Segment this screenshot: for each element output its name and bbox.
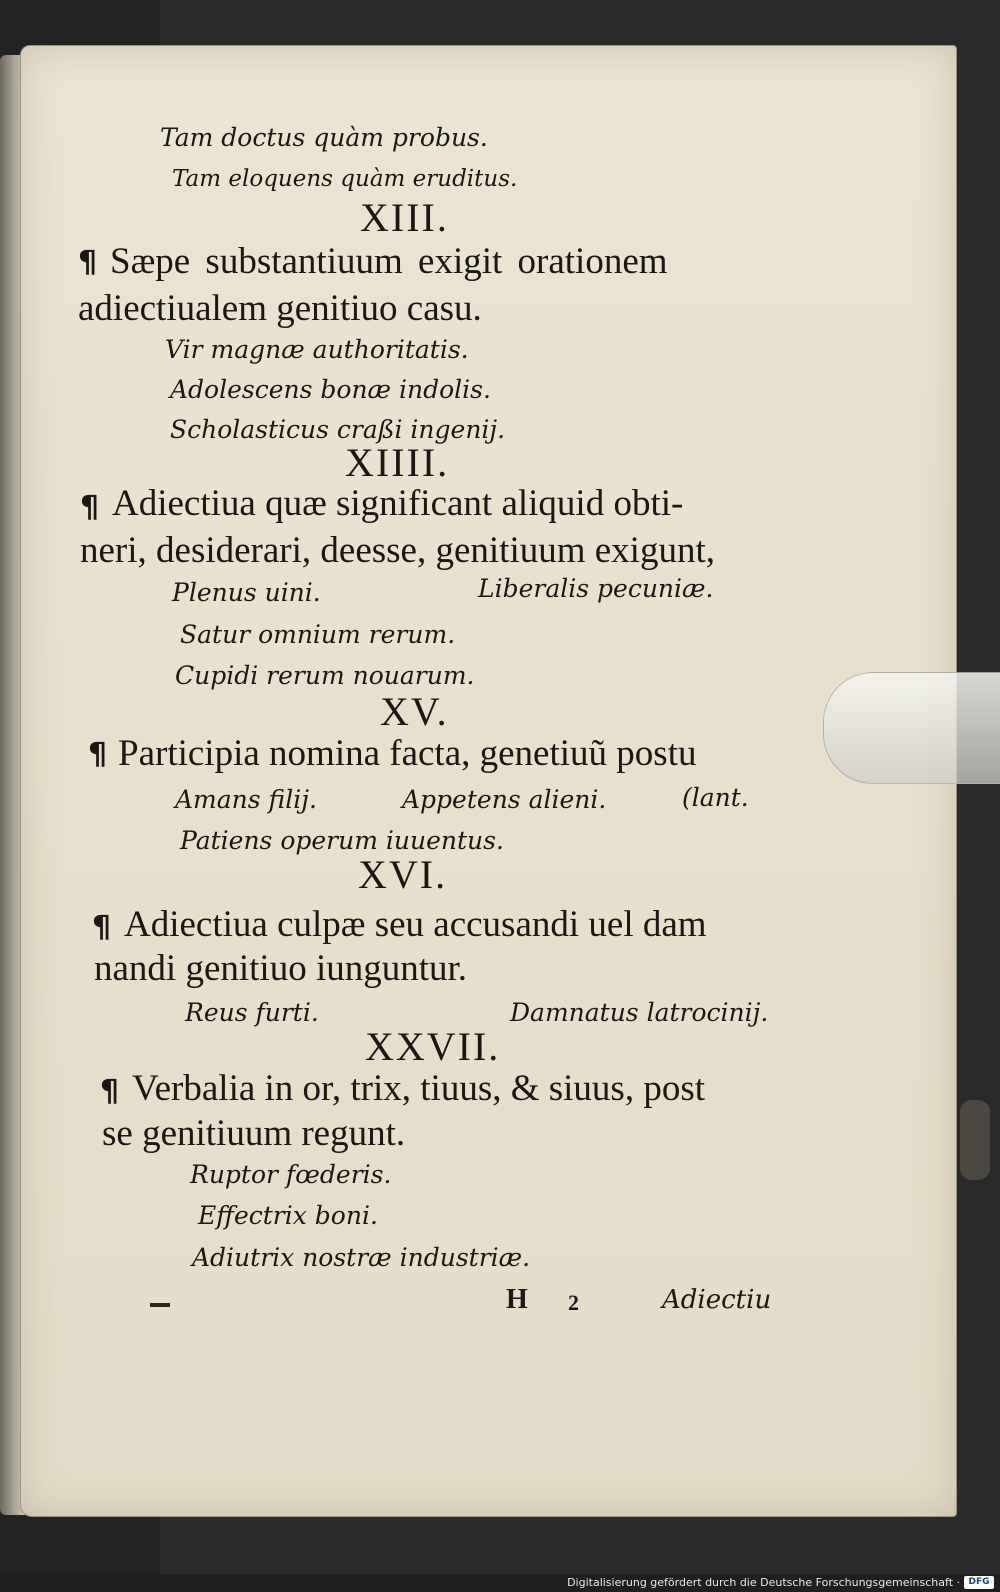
example-line: Liberalis pecuniæ. <box>478 574 714 603</box>
example-line: Patiens operum iuuentus. <box>180 826 504 855</box>
section-number: XV. <box>380 689 449 734</box>
rule-text: nandi genitiuo iunguntur. <box>94 948 468 989</box>
example-line: Damnatus latrocinij. <box>510 998 769 1027</box>
example-line: Scholasticus craßi ingenij. <box>170 415 506 444</box>
example-line: Adolescens bonæ indolis. <box>170 375 491 404</box>
page-clip <box>823 672 1000 784</box>
section-number: XVI. <box>358 852 448 897</box>
rule-text: Adiectiua culpæ seu accusandi uel dam <box>124 904 707 945</box>
section-number: XXVII. <box>365 1024 501 1069</box>
section-number: XIIII. <box>345 440 450 485</box>
pilcrow-mark: ¶ <box>100 1074 120 1109</box>
example-line: Reus furti. <box>185 998 319 1027</box>
signature-mark: H <box>506 1284 528 1315</box>
pilcrow-mark: ¶ <box>80 490 100 525</box>
rule-text: neri, desiderari, deesse, genitiuum exigunt, <box>80 530 715 571</box>
example-line: Effectrix boni. <box>198 1201 378 1230</box>
rule-text: Participia nomina facta, genetiuũ postu <box>118 733 697 774</box>
rule-text: se genitiuum regunt. <box>102 1113 406 1154</box>
example-line: Satur omnium rerum. <box>180 620 456 649</box>
pilcrow-mark: ¶ <box>78 245 98 280</box>
edge-stain <box>960 1100 990 1180</box>
example-line: Plenus uini. <box>172 578 321 607</box>
rule-text: Sæpe substantiuum exigit orationem <box>110 241 668 282</box>
text-line: Tam eloquens quàm eruditus. <box>172 166 518 192</box>
signature-number: 2 <box>568 1290 579 1315</box>
example-line: Cupidi rerum nouarum. <box>175 661 475 690</box>
text-line: Tam doctus quàm probus. <box>160 123 488 152</box>
example-line: Adiutrix nostræ industriæ. <box>192 1243 531 1272</box>
example-line: Vir magnæ authoritatis. <box>165 335 469 364</box>
catchword: Adiectiu <box>662 1285 772 1315</box>
section-number: XIII. <box>360 195 449 240</box>
example-line: Ruptor fœderis. <box>190 1160 392 1189</box>
example-line: Appetens alieni. <box>402 785 607 814</box>
ink-mark <box>150 1303 170 1307</box>
example-line: Amans filij. <box>175 785 317 814</box>
example-line: (lant. <box>682 783 749 812</box>
rule-text: Adiectiua quæ significant aliquid obti- <box>112 483 684 524</box>
dfg-logo: DFG <box>964 1576 994 1589</box>
rule-text: Verbalia in or, trix, tiuus, & siuus, post <box>132 1068 706 1109</box>
footer-credit: Digitalisierung gefördert durch die Deutsche Forschungsgemeinschaft · <box>567 1576 960 1589</box>
pilcrow-mark: ¶ <box>92 910 112 945</box>
pilcrow-mark: ¶ <box>88 737 108 772</box>
rule-text: adiectiualem genitiuo casu. <box>78 288 482 329</box>
